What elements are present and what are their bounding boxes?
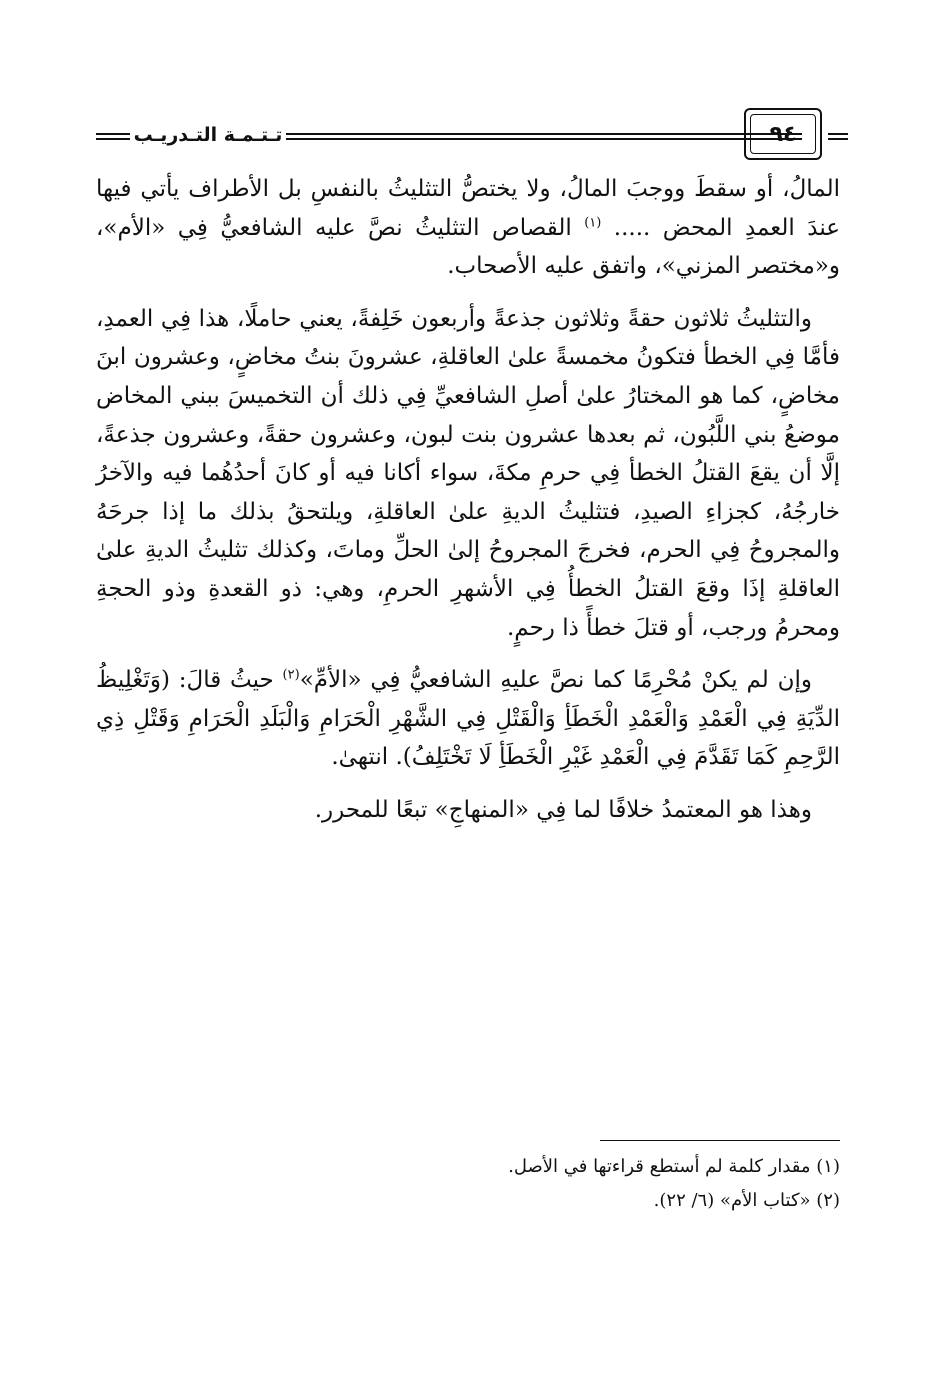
paragraph-3-text-b: حيثُ قالَ: (وَتَغْلِيظُ الدِّيَةِ فِي الْعَمْدِ وَالْعَمْدِ الْخَطَأِ وَالْقَتْلِ فِي الشَّهْرِ الْحَرَامِ وَالْبَلَدِ الْحَرَامِ وَقَتْلِ ذِي الرَّحِمِ كَمَا تَقَدَّمَ فِي الْعَمْدِ غَيْرِ الْخَطَأِ لَا تَخْتَلِفُ). انتهىٰ.: [96, 667, 840, 771]
header-rule-right: [828, 133, 848, 140]
main-text: [96, 170, 840, 844]
paragraph-1-continued: القصاص التثليثُ نصَّ عليه الشافعيُّ فِي «الأم»، و«مختصر المزني»، واتفق عليه الأصحاب.: [96, 214, 840, 280]
paragraph-1-text: المالُ، أو سقطَ ووجبَ المالُ، ولا يختصُّ التثليثُ بالنفسِ بل الأطراف يأتي فيها عندَ العمدِ المحض .....: [96, 176, 840, 241]
paragraph-1: [96, 170, 840, 286]
footnote-2: (٢) «كتاب الأم» (٦/ ٢٢).: [653, 1190, 840, 1211]
footnote-marker-1: (١): [584, 214, 602, 230]
paragraph-3-text-a: وإن لم يكنْ مُحْرِمًا كما نصَّ عليهِ الشافعيُّ فِي «الأمِّ»: [299, 667, 812, 694]
page-number: ٩٤: [750, 114, 816, 154]
paragraph-4: وهذا هو المعتمدُ خلافًا لما فِي «المنهاجِ» تبعًا للمحرر.: [314, 796, 812, 823]
page-number-box: [744, 108, 822, 160]
running-title: تـتـمـة التـدريـب: [133, 124, 283, 146]
header-rule-middle: [286, 133, 802, 140]
paragraph-2: والتثليثُ ثلاثون حقةً وثلاثون جذعةً وأربعون خَلِفةً، يعني حاملًا، هذا فِي العمدِ، فأمَّا فِي الخطأ فتكونُ مخمسةً علىٰ العاقلةِ، عشرونَ بنتُ مخاضٍ، وعشرون ابنَ مخاضٍ، كما هو المختارُ علىٰ أصلِ الشافعيِّ فِي ذلك أن التخميسَ ببني المخاض موضعُ بني اللَّبُون، ثم بعدها عشرون بنت لبون، وعشرون حقةً، وعشرون جذعةً، إلَّا أن يقعَ القتلُ الخطأ فِي حرمِ مكةَ، سواء أكانا فيه أو كانَ أحدُهُما فيه والآخرُ خارجُهُ، كجزاءِ الصيدِ، فتثليثُ الديةِ علىٰ العاقلةِ، ويلتحقُ بذلك ما إذا جرحَهُ والمجروحُ فِي الحرم، فخرجَ المجروحُ إلىٰ الحلِّ وماتَ، وكذلك تثليثُ الديةِ علىٰ العاقلةِ إذَا وقعَ القتلُ الخطأُ فِي الأشهرِ الحرمِ، وهي: ذو القعدةِ وذو الحجةِ ومحرمُ ورجب، أو قتلَ خطأً ذا رحمٍ.: [96, 305, 840, 641]
footnote-1: (١) مقدار كلمة لم أستطع قراءتها في الأصل.: [508, 1156, 840, 1177]
footnote-marker-2: (٢): [282, 667, 300, 683]
header-rule-left: [96, 133, 130, 140]
footnotes: [300, 1150, 840, 1218]
paragraph-3: [96, 661, 840, 777]
footnote-separator: [600, 1140, 840, 1141]
running-header: [96, 108, 848, 164]
